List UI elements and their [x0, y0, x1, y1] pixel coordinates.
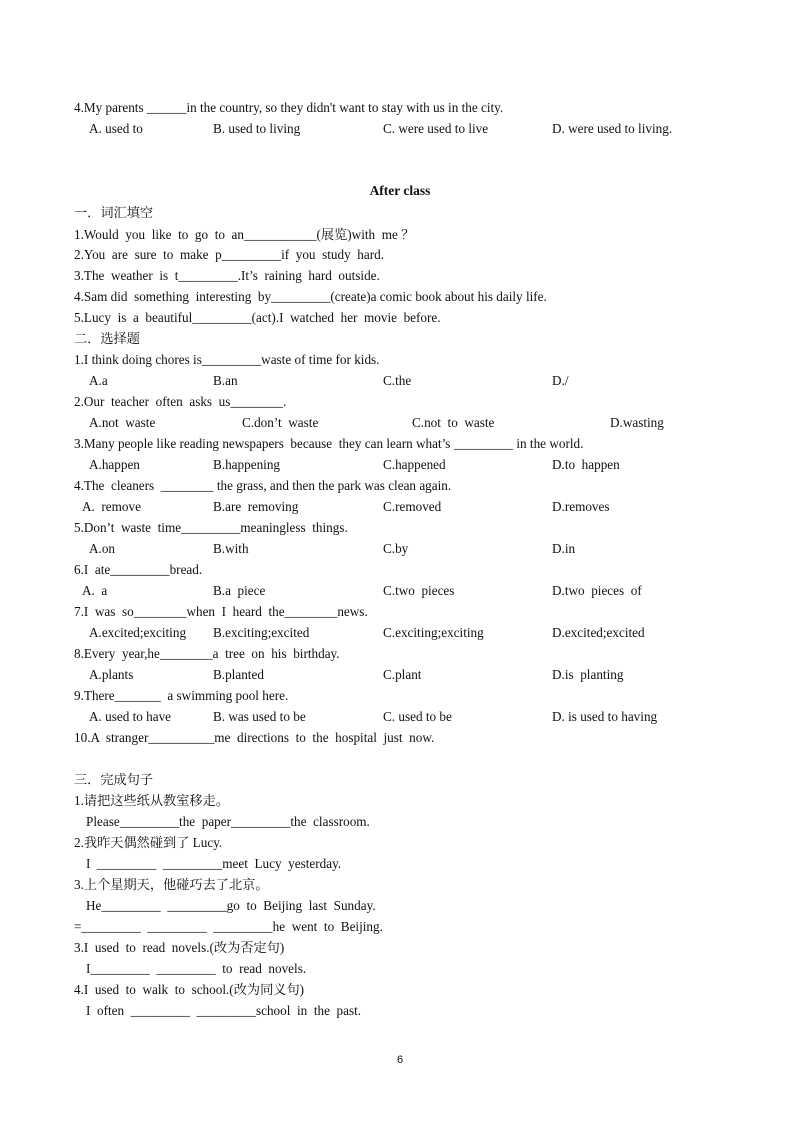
choice-option: C.plant: [383, 667, 422, 682]
vocab-item-2: 2.You are sure to make p_________if you study hard.: [74, 247, 384, 262]
sentence-blank-line: I _________ _________meet Lucy yesterday.: [86, 856, 342, 871]
choice-question-2: 2.Our teacher often asks us________.: [74, 394, 287, 409]
option-b: B. used to living: [213, 121, 301, 136]
choice-question-6: 6.I ate_________bread.: [74, 562, 203, 577]
choice-option: A. used to have: [89, 709, 172, 724]
choice-option: A.not waste: [89, 415, 156, 430]
choice-option: A.a: [89, 373, 108, 388]
choice-question-9: 9.There_______ a swimming pool here.: [74, 688, 289, 703]
choice-option: B.happening: [213, 457, 281, 472]
sentence-prompt: 2.我昨天偶然碰到了 Lucy.: [74, 835, 223, 850]
sentence-prompt: 4.I used to walk to school.(改为同义句): [74, 982, 305, 997]
choice-option: A.on: [89, 541, 116, 556]
choice-option: B.with: [213, 541, 249, 556]
choice-option: C.happened: [383, 457, 446, 472]
question-4-top: 4.My parents ______in the country, so they didn't want to stay with us in the city.: [74, 100, 504, 115]
choice-option: D.two pieces of: [552, 583, 642, 598]
section-title: After class: [369, 183, 431, 198]
sentence-blank-line: Please_________the paper_________the classroom.: [86, 814, 370, 829]
choice-option: D.to happen: [552, 457, 620, 472]
choice-option: C.two pieces: [383, 583, 455, 598]
choice-option: B.exciting;excited: [213, 625, 310, 640]
choice-option: B.an: [213, 373, 238, 388]
vocab-item-1: 1.Would you like to go to an___________(展览)with me ？: [74, 227, 415, 242]
choice-option: A.excited;exciting: [89, 625, 187, 640]
choice-option: A.plants: [89, 667, 134, 682]
choice-option: D./: [552, 373, 569, 388]
option-a: A. used to: [89, 121, 143, 136]
sentence-blank-line: =_________ _________ _________he went to Beijing.: [74, 919, 383, 934]
choice-option: B. was used to be: [213, 709, 306, 724]
choice-question-3: 3.Many people like reading newspapers because they can learn what’s _________ in the world.: [74, 436, 584, 451]
choice-option: C.by: [383, 541, 409, 556]
option-c: C. were used to live: [383, 121, 489, 136]
choice-option: D.wasting: [610, 415, 664, 430]
choice-option: C.the: [383, 373, 412, 388]
sentence-blank-line: He_________ _________go to Beijing last Sunday.: [86, 898, 376, 913]
choice-question-5: 5.Don’t waste time_________meaningless things.: [74, 520, 348, 535]
option-d: D. were used to living.: [552, 121, 673, 136]
choice-option: C.removed: [383, 499, 442, 514]
vocab-item-4: 4.Sam did something interesting by_________(create)a comic book about his daily life.: [74, 289, 547, 304]
choice-option: D.in: [552, 541, 576, 556]
choice-question-1: 1.I think doing chores is_________waste of time for kids.: [74, 352, 380, 367]
choice-option: D.removes: [552, 499, 610, 514]
choice-option: A. a: [82, 583, 108, 598]
choice-question-4: 4.The cleaners ________ the grass, and then the park was clean again.: [74, 478, 452, 493]
section-1-heading: 一．词汇填空: [74, 205, 154, 220]
vocab-item-3: 3.The weather is t_________.It’s raining hard outside.: [74, 268, 380, 283]
sentence-prompt: 3.I used to read novels.(改为否定句): [74, 940, 285, 955]
choice-question-8: 8.Every year,he________a tree on his birthday.: [74, 646, 340, 661]
choice-option: B.are removing: [213, 499, 299, 514]
sentence-blank-line: I_________ _________ to read novels.: [86, 961, 307, 976]
choice-option: B.a piece: [213, 583, 266, 598]
vocab-item-5: 5.Lucy is a beautiful_________(act).I watched her movie before.: [74, 310, 441, 325]
choice-option: B.planted: [213, 667, 264, 682]
section-2-heading: 二．选择题: [74, 331, 140, 346]
choice-option: C.don’t waste: [242, 415, 319, 430]
choice-option: D.is planting: [552, 667, 624, 682]
choice-question-10: 10.A stranger__________me directions to the hospital just now.: [74, 730, 435, 745]
choice-option: C.exciting;exciting: [383, 625, 484, 640]
sentence-prompt: 3.上个星期天，他碰巧去了北京。: [74, 877, 269, 892]
sentence-blank-line: I often _________ _________school in the past.: [86, 1003, 362, 1018]
choice-option: C. used to be: [383, 709, 452, 724]
choice-option: C.not to waste: [412, 415, 495, 430]
section-3-heading: 三．完成句子: [74, 772, 154, 787]
choice-option: A.happen: [89, 457, 140, 472]
page-number: 6: [396, 1054, 404, 1066]
choice-question-7: 7.I was so________when I heard the________news.: [74, 604, 368, 619]
choice-option: D. is used to having: [552, 709, 658, 724]
choice-option: D.excited;excited: [552, 625, 645, 640]
choice-option: A. remove: [82, 499, 141, 514]
sentence-prompt: 1.请把这些纸从教室移走。: [74, 793, 229, 808]
